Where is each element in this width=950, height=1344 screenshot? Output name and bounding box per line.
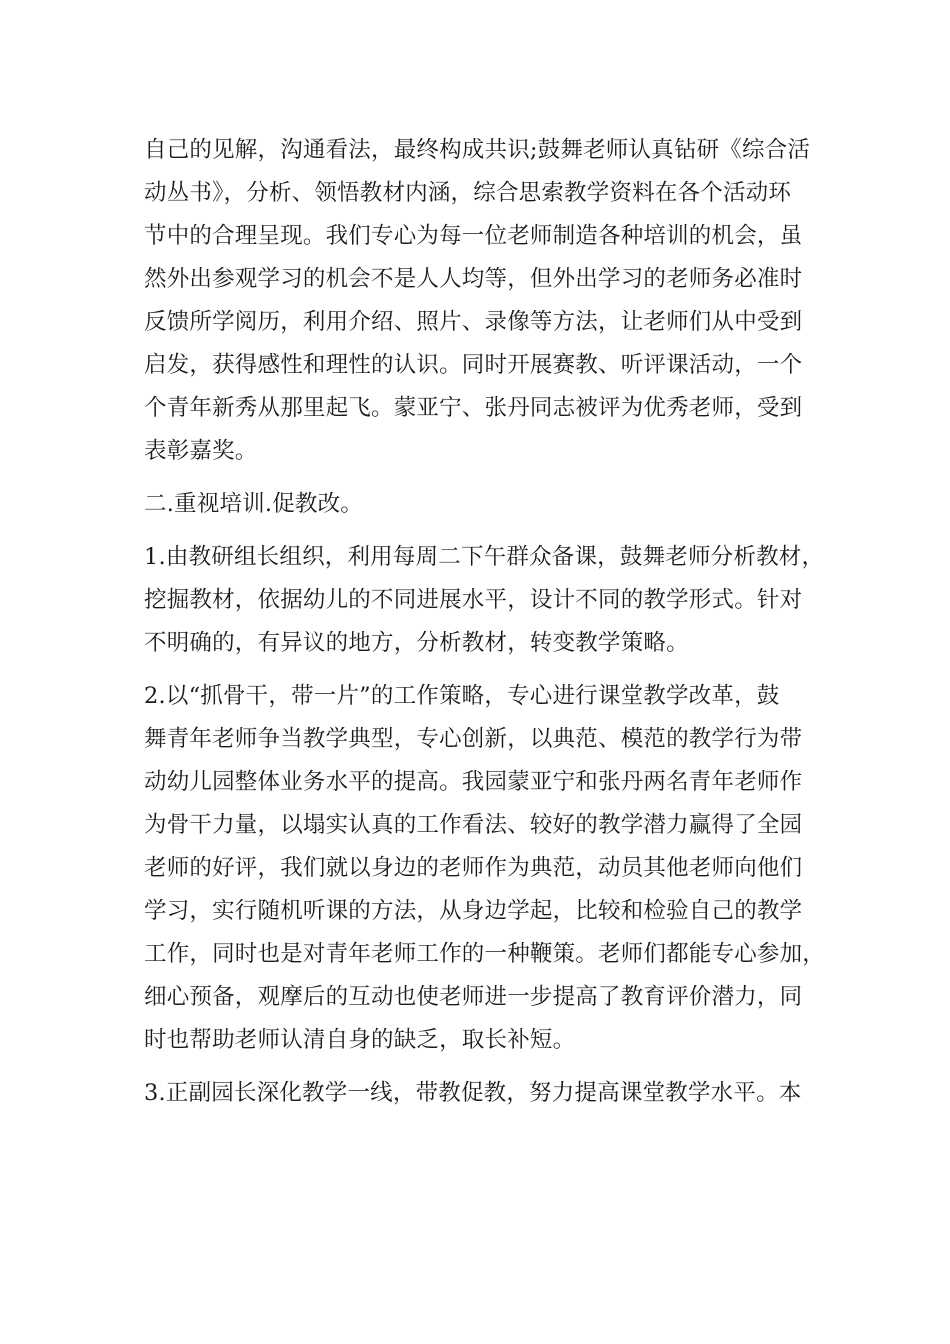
text-line: 舞青年老师争当教学典型，专心创新，以典范、模范的教学行为带 [144, 726, 803, 752]
paragraph-4 [144, 675, 826, 1062]
text-line: 个青年新秀从那里起飞。蒙亚宁、张丹同志被评为优秀老师，受到 [144, 395, 803, 421]
paragraph-3 [144, 536, 825, 665]
paragraph-gap [144, 473, 814, 483]
text-line: 动幼儿园整体业务水平的提高。我园蒙亚宁和张丹两名青年老师作 [144, 769, 803, 795]
heading-line: 二.重视培训.促教改。 [144, 491, 364, 517]
paragraph-5 [144, 1072, 814, 1115]
paragraph-gap [144, 1062, 814, 1072]
text-line: 挖掘教材，依据幼儿的不同进展水平，设计不同的教学形式。针对 [144, 587, 803, 613]
document-body [144, 129, 826, 1115]
paragraph-gap [144, 665, 814, 675]
text-line: 启发，获得感性和理性的认识。同时开展赛教、听评课活动，一个 [144, 352, 803, 378]
text-line: 时也帮助老师认清自身的缺乏，取长补短。 [144, 1027, 576, 1053]
text-line: 3.正副园长深化教学一线，带教促教，努力提高课堂教学水平。本 [144, 1080, 802, 1106]
text-line: 工作，同时也是对青年老师工作的一种鞭策。老师们都能专心参加， [144, 941, 826, 967]
text-line: 自己的见解，沟通看法，最终构成共识;鼓舞老师认真钻研《综合活 [144, 137, 811, 163]
section-heading [144, 483, 814, 526]
text-line: 不明确的，有异议的地方，分析教材，转变教学策略。 [144, 630, 689, 656]
text-line: 细心预备，观摩后的互动也使老师进一步提高了教育评价潜力，同 [144, 984, 803, 1010]
text-line: 老师的好评，我们就以身边的老师作为典范，动员其他老师向他们 [144, 855, 803, 881]
paragraph-1 [144, 129, 814, 473]
text-line: 为骨干力量，以塌实认真的工作看法、较好的教学潜力赢得了全园 [144, 812, 803, 838]
text-line: 表彰嘉奖。 [144, 438, 258, 464]
paragraph-gap [144, 526, 814, 536]
text-line: 学习，实行随机听课的方法，从身边学起，比较和检验自己的教学 [144, 898, 803, 924]
text-line: 2.以“抓骨干，带一片”的工作策略，专心进行课堂教学改革，鼓 [144, 683, 780, 709]
text-line: 然外出参观学习的机会不是人人均等，但外出学习的老师务必准时 [144, 266, 803, 292]
text-line: 1.由教研组长组织，利用每周二下午群众备课，鼓舞老师分析教材， [144, 544, 825, 570]
text-line: 节中的合理呈现。我们专心为每一位老师制造各种培训的机会，虽 [144, 223, 803, 249]
text-line: 反馈所学阅历，利用介绍、照片、录像等方法，让老师们从中受到 [144, 309, 803, 335]
text-line: 动丛书》，分析、领悟教材内涵，综合思索教学资料在各个活动环 [144, 180, 792, 206]
